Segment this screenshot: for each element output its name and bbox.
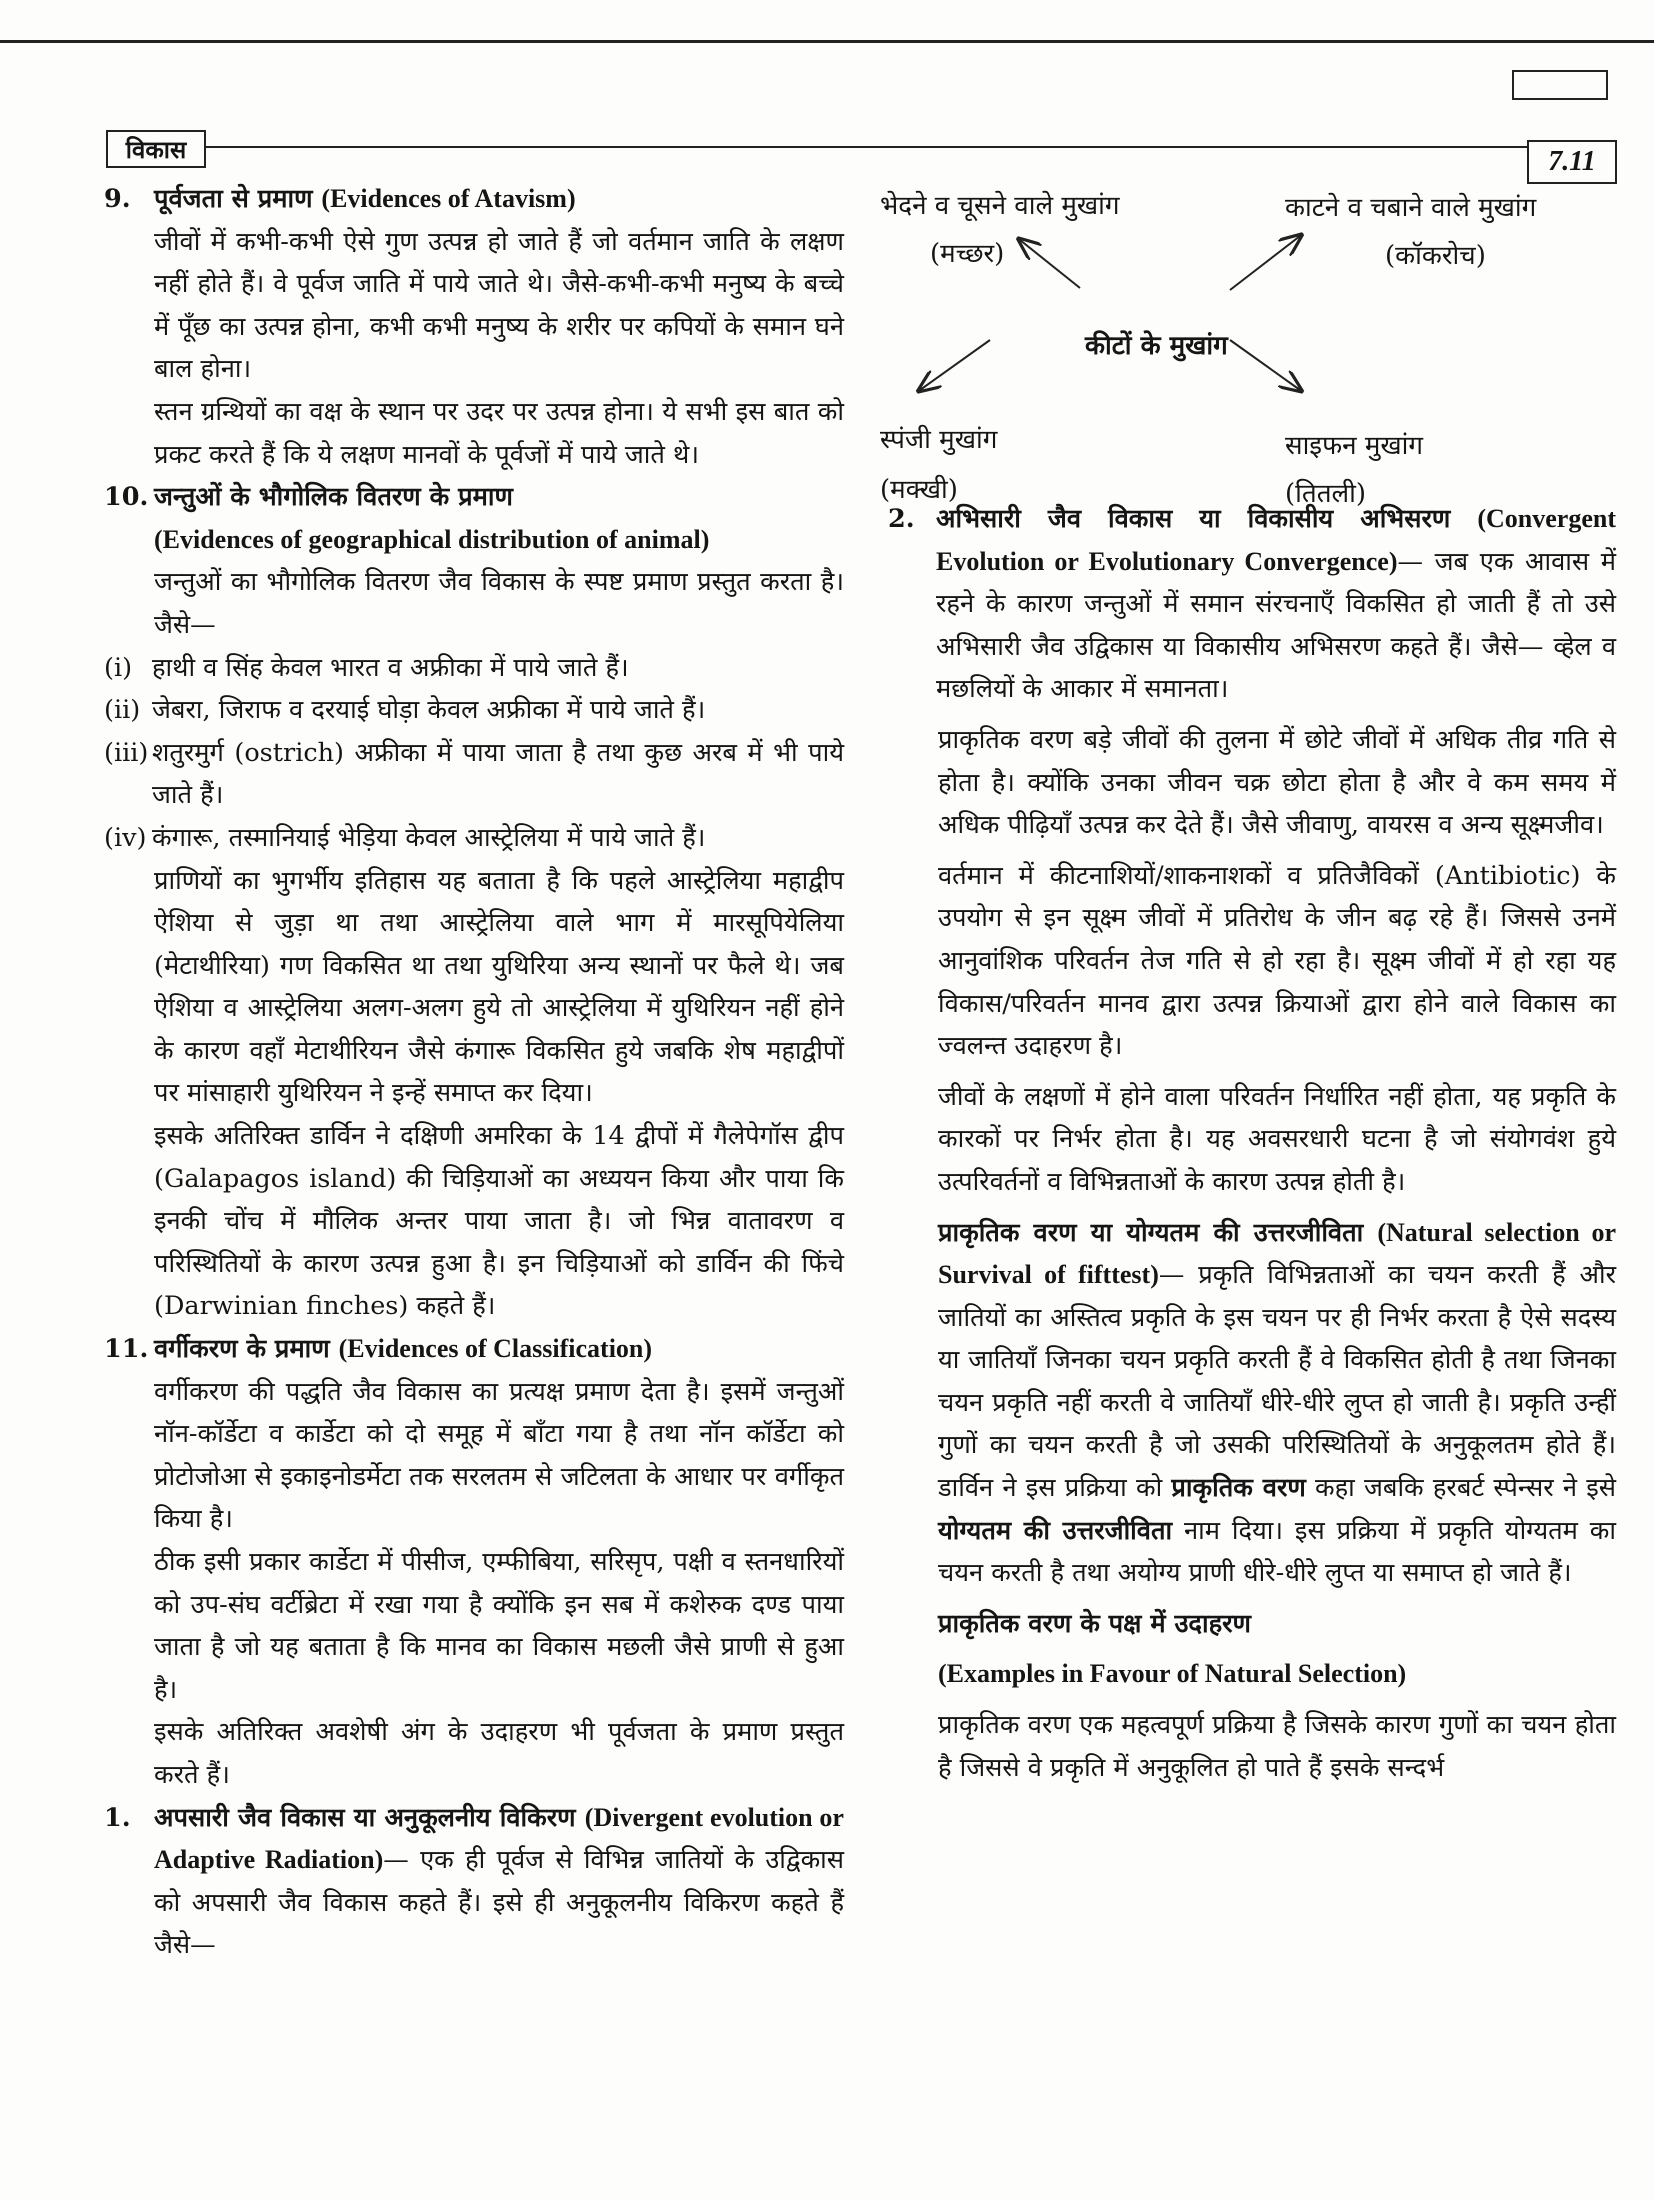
section-geography	[104, 476, 844, 1328]
node-piercing-sucking: भेदने व चूसने वाले मुखांग	[880, 191, 1120, 221]
node-sponging: स्पंजी मुखांग	[880, 425, 998, 455]
paragraph: प्राकृतिक वरण एक महत्वपूर्ण प्रक्रिया है जिसके कारण गुणों का चयन होता है जिससे वे प्रकृति में अनुकूलित हो पाते हैं इसके सन्दर्भ	[938, 1710, 1616, 1783]
arrow-to-piercing	[1020, 240, 1080, 288]
section-heading	[104, 1797, 844, 1967]
section-title: वर्गीकरण के प्रमाण	[154, 1334, 339, 1365]
diagram-arrows	[880, 180, 1620, 510]
section-examples-natural-selection	[888, 1603, 1616, 1789]
section-natural-selection	[888, 1212, 1616, 1595]
node-biting-chewing: काटने व चबाने वाले मुखांग	[1285, 193, 1537, 223]
top-corner-box	[1512, 70, 1608, 100]
arrow-to-siphoning	[1230, 340, 1300, 390]
paragraph: नाम दिया। इस प्रक्रिया में प्रकृति योग्यतम का चयन करती है तथा अयोग्य प्राणी धीरे-धीरे लुप्त या समाप्त हो जाते हैं।	[938, 1515, 1616, 1589]
list-item-label: (i)	[104, 652, 133, 683]
section-heading	[104, 178, 844, 221]
paragraph: स्तन ग्रन्थियों का वक्ष के स्थान पर उदर पर उत्पन्न होना। ये सभी इस बात को प्रकट करते हैं कि ये लक्षण मानवों के पूर्वजों में पाये जाते थे।	[154, 396, 844, 470]
page-number: 7.11	[1527, 140, 1617, 184]
node-example-cockroach: (कॉकरोच)	[1385, 241, 1486, 271]
paragraph: कहा जबकि हरबर्ट स्पेन्सर ने इसे	[1305, 1473, 1617, 1504]
section-number: 2.	[888, 504, 915, 534]
list-item	[104, 647, 844, 690]
section-title: प्राकृतिक वरण के पक्ष में उदाहरण	[938, 1608, 1251, 1639]
term-survival-of-fittest: योग्यतम की उत्तरजीविता	[938, 1515, 1173, 1546]
section-title-en: (Convergent Evolution or Evolutionary Convergence)	[936, 504, 1616, 576]
section-number: 9.	[104, 184, 131, 214]
section-title-en: (Evidences of Atavism)	[321, 184, 576, 213]
arrow-to-sponging	[920, 340, 990, 390]
section-heading	[888, 498, 1616, 711]
paragraph: वर्तमान में कीटनाशियों/शाकनाशकों व प्रतिजैविकों (Antibiotic) के उपयोग से इन सूक्ष्म जीवों में प्रतिरोध के जीन बढ़ रहे हैं। जिससे उनमें आनुवांशिक परिवर्तन तेज गति से हो रहा है। सूक्ष्म जीवों में हो रहा यह विकास/परिवर्तन मानव द्वारा उत्पन्न क्रियाओं द्वारा होने वाले विकास का ज्वलन्त उदाहरण है।	[938, 860, 1616, 1062]
section-title-en: (Natural selection or Survival of fifttest)	[938, 1217, 1616, 1290]
paragraph: इसके अतिरिक्त अवशेषी अंग के उदाहरण भी पूर्वजता के प्रमाण प्रस्तुत करते हैं।	[154, 1717, 844, 1790]
list-item	[104, 689, 844, 732]
section-divergent-evolution	[104, 1797, 844, 1967]
section-title-en: (Evidences of geographical distribution of animal)	[154, 524, 710, 554]
section-title: पूर्वजता से प्रमाण	[154, 184, 322, 214]
section-convergent-evolution	[888, 498, 1616, 711]
paragraph: प्राणियों का भुगर्भीय इतिहास यह बताता है कि पहले आस्ट्रेलिया महाद्वीप ऐशिया से जुड़ा था तथा आस्ट्रेलिया वाले भाग में मारसूपियेलिया (मेटाथीरिया) गण विकसित था तथा युथिरिया अन्य स्थानों पर फैले थे। जब ऐशिया व आस्ट्रेलिया अलग-अलग हुये तो आस्ट्रेलिया में युथिरियन नहीं होने के कारण वहाँ मेटाथीरियन जैसे कंगारू विकसित हुये जबकि शेष महाद्वीपों पर मांसाहारी युथिरियन ने इन्हें समाप्त कर दिया।	[154, 865, 844, 1109]
top-border-line	[0, 40, 1654, 43]
left-column	[104, 178, 844, 1967]
paragraph: प्राकृतिक वरण बड़े जीवों की तुलना में छोटे जीवों में अधिक तीव्र गति से होता है। क्योंकि उनका जीवन चक्र छोटा होता है और वे कम समय में अधिक पीढ़ियाँ उत्पन्न कर देते हैं। जैसे जीवाणु, वायरस व अन्य सूक्ष्मजीव।	[938, 724, 1616, 841]
node-example-housefly: (मक्खी)	[880, 475, 958, 505]
paragraph: इसके अतिरिक्त डार्विन ने दक्षिणी अमरिका के 14 द्वीपों में गैलेपेगॉस द्वीप (Galapagos island) की चिड़ियाओं का अध्ययन किया और पाया कि इनकी चोंच में मौलिक अन्तर पाया जाता है। जो भिन्न वातावरण व परिस्थितियों के कारण उत्पन्न हुआ है। इन चिड़ियाओं को डार्विन की फिंचे (Darwinian finches) कहते हैं।	[154, 1121, 844, 1322]
section-title-en: (Divergent evolution or Adaptive Radiation)	[154, 1802, 844, 1875]
section-title-en: (Evidences of Classification)	[338, 1334, 653, 1364]
section-classification	[104, 1328, 844, 1797]
section-title: प्राकृतिक वरण या योग्यतम की उत्तरजीविता	[938, 1217, 1378, 1248]
list-item	[104, 817, 844, 860]
section-title-en: (Examples in Favour of Natural Selection)	[938, 1659, 1407, 1689]
section-heading	[104, 1328, 844, 1371]
node-siphoning: साइफन मुखांग	[1285, 431, 1424, 461]
section-title: जन्तुओं के भौगोलिक वितरण के प्रमाण	[154, 482, 513, 513]
section-number: 10.	[104, 482, 149, 513]
list-item-label: (ii)	[104, 695, 141, 726]
list-item-label: (iii)	[104, 737, 149, 768]
section-atavism	[104, 178, 844, 476]
diagram-center-label: कीटों के मुखांग	[1085, 331, 1228, 361]
section-number: 11.	[104, 1334, 149, 1365]
node-example-butterfly: (तितली)	[1285, 479, 1367, 509]
paragraph: जीवों के लक्षणों में होने वाला परिवर्तन निर्धारित नहीं होता, यह प्रकृति के कारकों पर निर्भर होता है। यह अवसरधारी घटना है जो संयोगवंश हुये उत्परिवर्तनों व विभिन्नताओं के कारण उत्पन्न होती है।	[938, 1081, 1616, 1197]
list-item-text: हाथी व सिंह केवल भारत व अफ्रीका में पाये जाते हैं।	[152, 652, 629, 683]
paragraph: जन्तुओं का भौगोलिक वितरण जैव विकास के स्पष्ट प्रमाण प्रस्तुत करता है। जैसे—	[154, 567, 844, 640]
list-item-text: कंगारू, तस्मानियाई भेड़िया केवल आस्ट्रेलिया में पाये जाते हैं।	[152, 822, 706, 853]
section-title: अभिसारी जैव विकास या विकासीय अभिसरण	[936, 504, 1478, 534]
list-item-text: शतुरमुर्ग (ostrich) अफ्रीका में पाया जाता है तथा कुछ अरब में भी पाये जाते हैं।	[152, 737, 844, 811]
node-example-mosquito: (मच्छर)	[930, 239, 1005, 269]
paragraph: ठीक इसी प्रकार कार्डेटा में पीसीज, एम्फीबिया, सरिसृप, पक्षी व स्तनधारियों को उप-संघ वर्टीब्रेटा में रखा गया है क्योंकि इन सब में कशेरुक दण्ड पाया जाता है जो यह बताता है कि मानव का विकास मछली जैसे प्राणी से हुआ है।	[154, 1547, 844, 1705]
header-rule	[204, 146, 1527, 148]
paragraph: — एक ही पूर्वज से विभिन्न जातियों के उद्विकास को अपसारी जैव विकास कहते हैं। इसे ही अनुकूलनीय विकिरण कहते हैं जैसे—	[154, 1845, 844, 1961]
paragraph: वर्गीकरण की पद्धति जैव विकास का प्रत्यक्ष प्रमाण देता है। इसमें जन्तुओं नॉन-कॉर्डेटा व कार्डेटा को दो समूह में बाँटा गया है तथा नॉन कॉर्डेटा को प्रोटोजोआ से इकाइनोडर्मेटा तक सरलतम से जटिलता के आधार पर वर्गीकृत किया है।	[154, 1376, 844, 1535]
list-item	[104, 732, 844, 817]
term-natural-selection: प्राकृतिक वरण	[1171, 1473, 1306, 1504]
paragraph: — जब एक आवास में रहने के कारण जन्तुओं में समान संरचनाएँ विकसित हो जाती हैं तो उसे अभिसारी जैव उद्विकास या विकासीय अभिसरण कहते हैं। जैसे— व्हेल व मछलियों के आकार में समानता।	[936, 546, 1617, 705]
list-item-text: जेबरा, जिराफ व दरयाई घोड़ा केवल अफ्रीका में पाये जाते हैं।	[152, 695, 706, 726]
chapter-label: विकास	[106, 130, 206, 168]
arrow-to-chewing	[1230, 236, 1300, 290]
section-heading	[104, 476, 844, 519]
right-column	[888, 498, 1616, 1789]
paragraph: — प्रकृति विभिन्नताओं का चयन करती हैं और जातियों का अस्तित्व प्रकृति के इस चयन पर ही निर्भर करता है ऐसे सदस्य या जातियाँ जिनका चयन प्रकृति करती हैं वे विकसित होती है तथा जिनका चयन प्रकृति नहीं करती वे जातियाँ धीरे-धीरे लुप्त हो जाती है। प्रकृति उन्हीं गुणों का चयन करती है जो उसकी परिस्थितियों के अनुकूलतम होते हैं। डार्विन ने इस प्रक्रिया को	[938, 1260, 1616, 1504]
mouthparts-diagram	[880, 180, 1620, 510]
list-item-label: (iv)	[104, 822, 147, 853]
paragraph: जीवों में कभी-कभी ऐसे गुण उत्पन्न हो जाते हैं जो वर्तमान जाति के लक्षण नहीं होते हैं। वे पूर्वज जाति में पाये जाते थे। जैसे-कभी-कभी मनुष्य के बच्चे में पूँछ का उत्पन्न होना, कभी कभी मनुष्य के शरीर पर कपियों के समान घने बाल होना।	[154, 226, 844, 385]
section-number: 1.	[104, 1802, 131, 1833]
section-title: अपसारी जैव विकास या अनुकूलनीय विकिरण	[154, 1802, 585, 1833]
